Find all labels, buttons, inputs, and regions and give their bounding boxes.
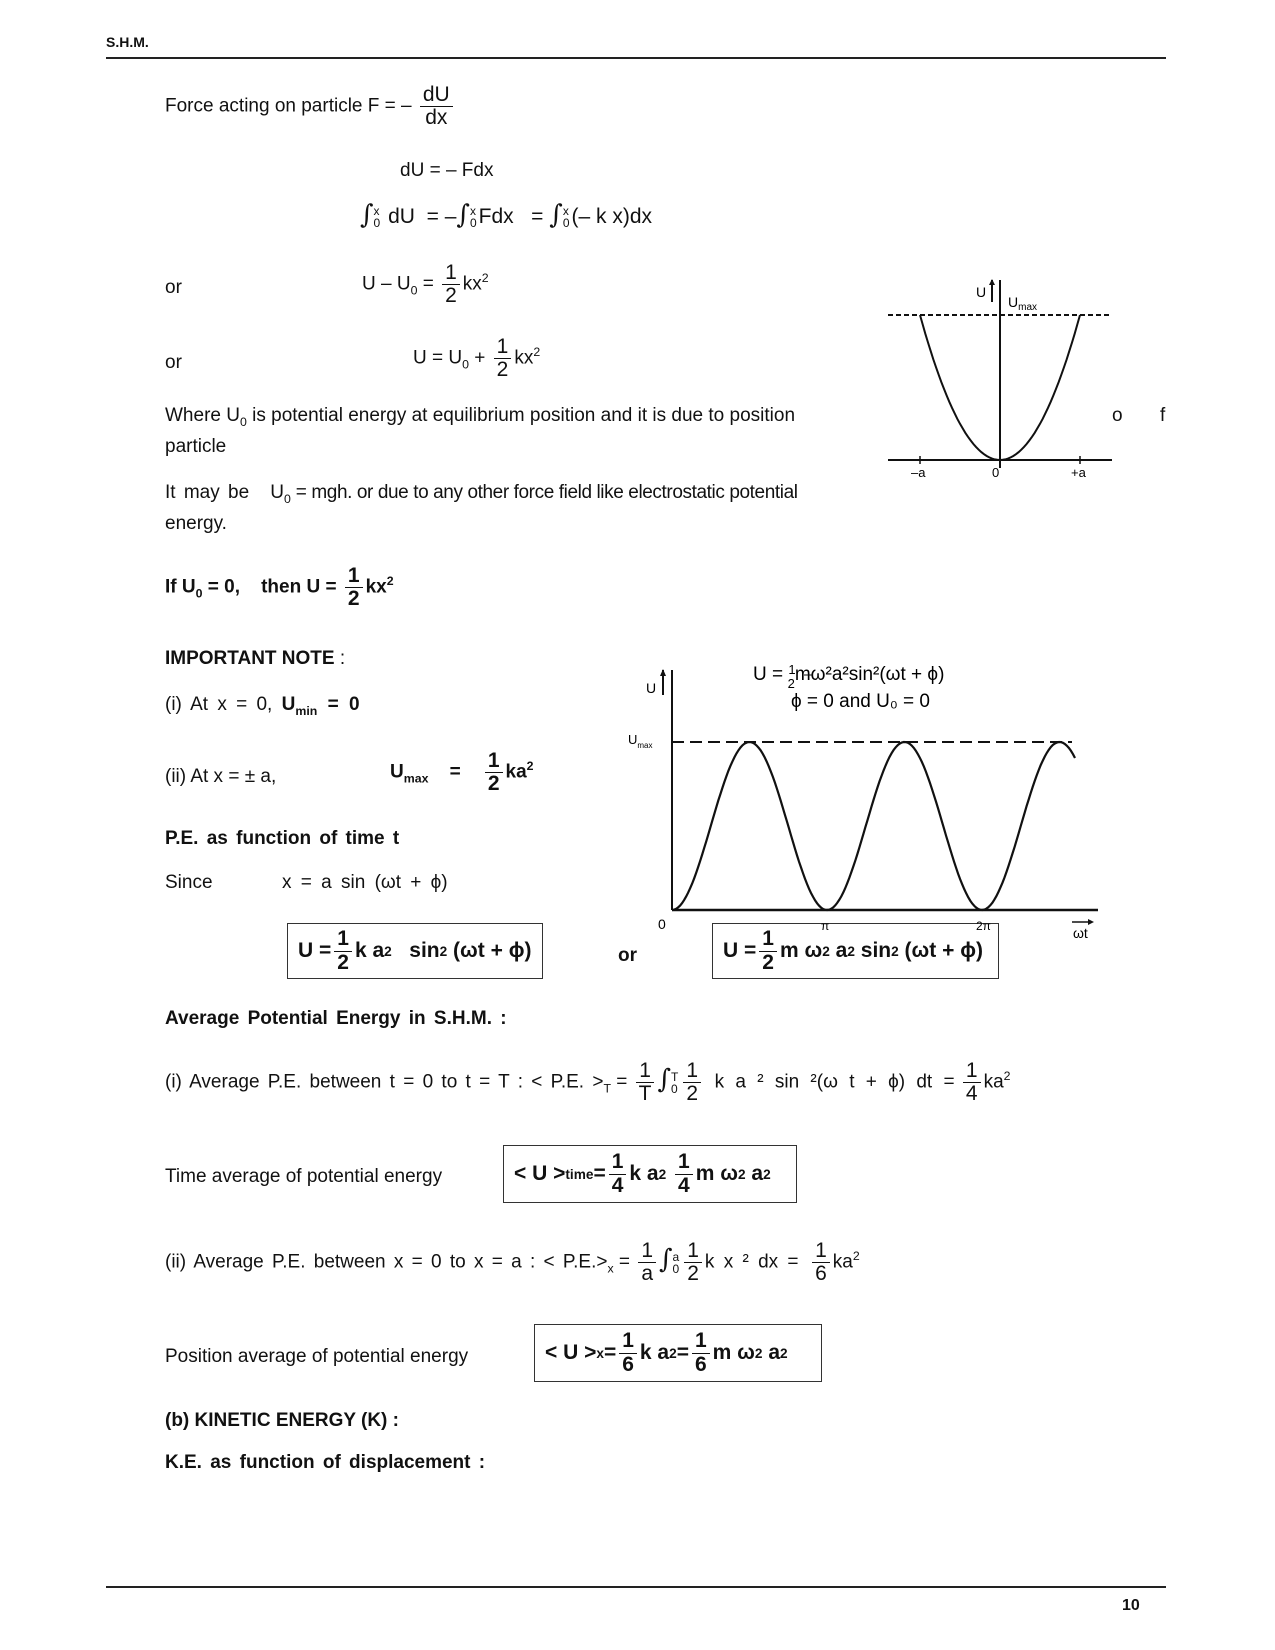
since-label: Since	[165, 872, 213, 893]
integral-sign: ∫	[456, 200, 470, 230]
force-fraction: $\frac{dU}{dx}$	[420, 84, 453, 129]
paragraph-line-4: energy.	[165, 513, 227, 534]
page-number: 10	[1122, 1597, 1140, 1614]
integral-limits: x 0	[373, 204, 381, 231]
average-pe-time-equation: (i) Average P.E. between t = 0 to t = T : < P.E. $>_T$ = $\frac{1}{T}$ ∫ T 0 $\frac{1}{2}$ k a ² sin ²(ω t + ϕ) dt = $\frac{1}{4}$ $ka^2$	[165, 1059, 1011, 1106]
important-note-title: IMPORTANT NOTE :	[165, 648, 346, 669]
parabola-chart	[880, 255, 1120, 485]
y-axis-label: U	[976, 284, 987, 300]
x-tick-label: 0	[658, 916, 666, 932]
paragraph-line-2: particle	[165, 436, 227, 457]
paragraph-line-3: It may be $U_0$ = mgh. or due to any other force field like electrostatic potential	[165, 482, 798, 506]
du-equation: dU = – Fdx	[400, 160, 494, 181]
pe-time-title: P.E. as function of time t	[165, 828, 400, 849]
integral-limits: x 0	[562, 204, 570, 231]
paragraph-tail-f: f	[1160, 405, 1166, 426]
or-label-2: or	[165, 352, 182, 373]
x-tick-label: 2π	[976, 919, 991, 933]
if-u0-equation: If $U_0 = 0$, then U = $\frac{1}{2}$ $kx^2$	[165, 564, 394, 611]
pe-time-box-1: U = $\frac{1}{2}$ k a 2 sin 2 (ωt + ϕ)	[287, 923, 543, 979]
position-average-label: Position average of potential energy	[165, 1346, 469, 1367]
chart-annotation-line-1: U = $^1$ 2mω²a²sin²(ωt + ϕ)	[753, 662, 945, 691]
y-axis-arrowhead	[660, 669, 666, 676]
force-label: Force acting on particle F = –	[165, 95, 412, 117]
chart-annotation-line-2: ϕ = 0 and U₀ = 0	[791, 691, 930, 712]
position-average-box: < U > x = $\frac{1}{6}$ k a 2 = $\frac{1}{6}$ m ω 2 a 2	[534, 1324, 822, 1382]
force-equation	[165, 84, 456, 129]
x-tick-label: 0	[992, 465, 1000, 480]
running-header: S.H.M.	[106, 34, 149, 50]
u-equals-equation: $U = U_0$ + $\frac{1}{2}$ $kx^2$	[413, 335, 541, 382]
pe-time-box-2: U = $\frac{1}{2}$ m ω 2 a 2 sin 2 (ωt + ϕ)	[712, 923, 999, 979]
integral-limits: x 0	[469, 204, 477, 231]
integral-equation: ∫ x 0 dU = –∫ x 0 Fdx = ∫ x 0 (– k x)dx	[360, 200, 653, 231]
paragraph-line-1: Where $U_0$ is potential energy at equilibrium position and it is due to position	[165, 405, 796, 429]
important-note-item-1: (i) At x = 0, $U_{min} = 0$	[165, 694, 360, 718]
time-average-box: < U > time = $\frac{1}{4}$ k a 2 $\frac{1}{4}$ m ω 2 a 2	[503, 1145, 797, 1203]
average-pe-title: Average Potential Energy in S.H.M. :	[165, 1008, 507, 1029]
footer-rule	[106, 1586, 1166, 1588]
kinetic-energy-subtitle: K.E. as function of displacement :	[165, 1452, 486, 1473]
x-tick-label: +a	[1071, 465, 1086, 480]
x-axis-label-arrowhead	[1088, 919, 1094, 925]
umax-label: $U_{max}$	[1008, 294, 1038, 313]
or-label-1: or	[165, 277, 182, 298]
header-rule	[106, 57, 1166, 59]
or-label-3: or	[618, 945, 637, 966]
average-pe-position-equation: (ii) Average P.E. between x = 0 to x = a : < $P.E.>_x$ = $\frac{1}{a}$ ∫ a 0 $\frac{1}{2}$ k x ² dx = $\frac{1}{6}$ $ka^2$	[165, 1239, 860, 1286]
important-note-item-2-label: (ii) At x = ± a,	[165, 766, 277, 787]
integral-sign: ∫	[549, 200, 563, 230]
integral-sign: ∫	[360, 200, 374, 230]
sine-squared-curve	[672, 742, 1075, 910]
u-minus-u0-equation: U – $U_0$ = $\frac{1}{2}$ $kx^2$	[362, 261, 489, 308]
x-tick-label: –a	[911, 465, 926, 480]
time-average-label: Time average of potential energy	[165, 1166, 443, 1187]
sine-squared-chart	[620, 650, 1110, 941]
y-axis-arrowhead	[989, 279, 995, 285]
kinetic-energy-title: (b) KINETIC ENERGY (K) :	[165, 1410, 399, 1431]
x-axis-label: ωt	[1073, 925, 1088, 941]
paragraph-tail-o: o	[1112, 405, 1123, 426]
x-tick-label: π	[821, 919, 830, 933]
y-axis-label: U	[646, 680, 657, 696]
important-note-item-2-eq: $U_{max}$ = $\frac{1}{2}$ $ka^2$	[390, 749, 534, 796]
x-equation: x = a sin (ωt + ϕ)	[282, 872, 448, 893]
umax-label: $U_{max}$	[628, 732, 653, 750]
